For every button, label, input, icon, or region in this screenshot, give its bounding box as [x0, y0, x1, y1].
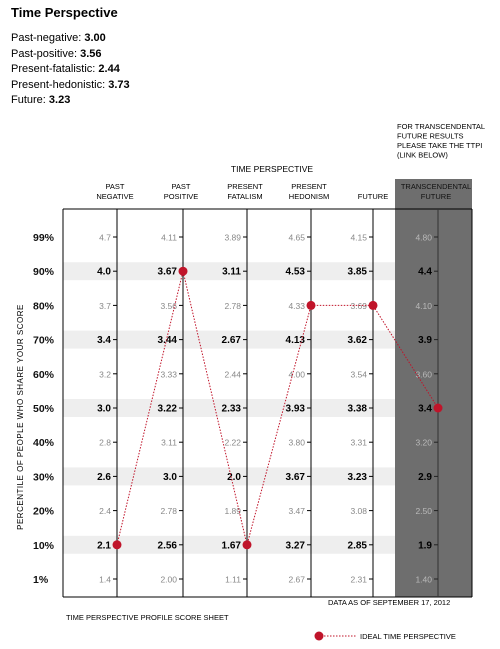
legend-marker [315, 632, 324, 641]
score-value: 3.00 [84, 32, 106, 44]
cell-value: 3.23 [347, 471, 367, 483]
score-label: Past-negative: [11, 32, 85, 44]
cell-value: 3.85 [347, 266, 367, 278]
transcendental-note: FOR TRANSCENDENTAL [397, 122, 486, 131]
cell-value: 3.47 [288, 506, 305, 517]
cell-value: 2.56 [157, 540, 177, 552]
column-header-line2: FATALISM [227, 192, 263, 201]
percentile-label: 90% [33, 266, 55, 279]
cell-value: 4.33 [288, 300, 305, 311]
column-header-line1: PRESENT [227, 182, 263, 191]
cell-value: 3.08 [350, 506, 367, 517]
column-header-line1: PAST [171, 182, 191, 191]
cell-value: 1.67 [221, 540, 241, 552]
cell-value: 3.4 [418, 403, 432, 415]
percentile-label: 99% [33, 232, 55, 244]
ideal-point [179, 267, 188, 276]
cell-value: 2.0 [227, 471, 241, 483]
cell-value: 3.89 [224, 232, 241, 243]
cell-value: 3.7 [99, 300, 111, 311]
cell-value: 2.00 [160, 574, 177, 585]
cell-value: 3.4 [97, 335, 111, 347]
cell-value: 3.0 [163, 471, 177, 483]
cell-value: 4.65 [288, 232, 305, 243]
cell-value: 3.60 [415, 369, 432, 380]
cell-value: 1.40 [415, 574, 432, 585]
cell-value: 2.67 [288, 574, 305, 585]
cell-value: 3.67 [157, 266, 177, 278]
score-label: Present-fatalistic: [11, 63, 99, 75]
percentile-label: 60% [33, 368, 55, 381]
column-header-line1: PRESENT [291, 182, 327, 191]
cell-value: 2.6 [97, 471, 111, 483]
score-value: 2.44 [98, 63, 120, 75]
percentile-label: 20% [33, 505, 55, 518]
cell-value: 1.9 [418, 540, 432, 552]
cell-value: 1.4 [99, 574, 111, 585]
cell-value: 2.9 [418, 471, 432, 483]
cell-value: 2.8 [99, 437, 111, 448]
column-header-line2: FUTURE [357, 192, 389, 201]
column-header-line2: HEDONISM [288, 192, 330, 201]
cell-value: 4.11 [161, 232, 177, 243]
cell-value: 2.78 [224, 300, 241, 311]
transcendental-shade [395, 179, 472, 597]
cell-value: 3.54 [350, 369, 367, 380]
cell-value: 4.13 [285, 335, 305, 347]
cell-value: 1.11 [225, 574, 241, 585]
cell-value: 1.89 [224, 506, 241, 517]
cell-value: 4.7 [99, 232, 111, 243]
cell-value: 3.2 [99, 369, 111, 380]
footer-right: DATA AS OF SEPTEMBER 17, 2012 [328, 598, 451, 607]
column-header-line2: FUTURE [420, 192, 452, 201]
footer-left: TIME PERSPECTIVE PROFILE SCORE SHEET [66, 613, 229, 622]
column-header-line1: TRANSCENDENTAL [400, 182, 472, 191]
ideal-point [307, 301, 316, 310]
percentile-label: 10% [33, 539, 55, 552]
cell-value: 3.11 [161, 437, 177, 448]
column-header-line2: POSITIVE [163, 192, 199, 201]
cell-value: 2.22 [224, 437, 241, 448]
transcendental-note: FUTURE RESULTS [397, 131, 464, 141]
score-value: 3.56 [80, 47, 102, 60]
cell-value: 3.33 [160, 369, 177, 380]
cell-value: 4.10 [415, 300, 432, 311]
cell-value: 3.67 [285, 471, 305, 483]
cell-value: 4.80 [415, 232, 432, 243]
score-value: 3.73 [108, 78, 130, 91]
cell-value: 2.85 [347, 540, 367, 552]
transcendental-note: PLEASE TAKE THE TTPI [397, 141, 483, 150]
cell-value: 2.31 [350, 574, 367, 585]
ideal-point [369, 301, 378, 310]
cell-value: 3.27 [285, 540, 305, 552]
cell-value: 3.11 [222, 266, 241, 278]
percentile-label: 80% [33, 300, 55, 313]
percentile-label: 50% [33, 403, 55, 415]
column-header-line2: NEGATIVE [96, 192, 134, 201]
column-header-line1: PAST [105, 182, 125, 191]
transcendental-note: (LINK BELOW) [397, 150, 448, 160]
cell-value: 2.33 [221, 403, 241, 415]
cell-value: 2.4 [99, 506, 111, 517]
cell-value: 3.93 [285, 403, 305, 415]
score-label: Present-hedonistic: [11, 78, 109, 91]
cell-value: 3.62 [347, 335, 367, 347]
cell-value: 4.15 [350, 232, 367, 243]
cell-value: 3.44 [157, 335, 177, 347]
cell-value: 2.67 [221, 335, 241, 347]
cell-value: 3.31 [350, 437, 367, 448]
cell-value: 2.78 [160, 506, 177, 517]
percentile-label: 1% [33, 574, 49, 586]
cell-value: 3.9 [418, 335, 432, 347]
cell-value: 4.00 [288, 369, 305, 380]
y-axis-label: PERCENTILE OF PEOPLE WHO SHARE YOUR SCORE [16, 304, 25, 530]
cell-value: 2.1 [97, 540, 111, 552]
cell-value: 4.53 [285, 266, 305, 278]
ideal-point [434, 404, 443, 413]
ideal-point [113, 540, 122, 549]
percentile-label: 70% [33, 334, 55, 347]
cell-value: 2.44 [224, 369, 241, 380]
percentile-label: 40% [33, 437, 55, 450]
cell-value: 3.22 [157, 403, 177, 415]
score-label: Future: [11, 94, 49, 106]
cell-value: 3.69 [350, 300, 367, 311]
score-label: Past-positive: [11, 47, 81, 60]
cell-value: 2.50 [415, 506, 432, 517]
percentile-label: 30% [33, 471, 55, 484]
cell-value: 3.0 [97, 403, 111, 415]
chart-title: TIME PERSPECTIVE [230, 164, 314, 174]
cell-value: 3.38 [347, 403, 367, 415]
cell-value: 3.20 [415, 437, 432, 448]
cell-value: 4.0 [97, 266, 111, 278]
ideal-point [243, 540, 252, 549]
score-value: 3.23 [48, 94, 71, 106]
cell-value: 3.80 [288, 437, 305, 448]
legend-label: IDEAL TIME PERSPECTIVE [360, 632, 456, 641]
cell-value: 3.56 [160, 300, 177, 311]
cell-value: 4.4 [418, 266, 432, 278]
page-title: Time Perspective [11, 5, 118, 20]
